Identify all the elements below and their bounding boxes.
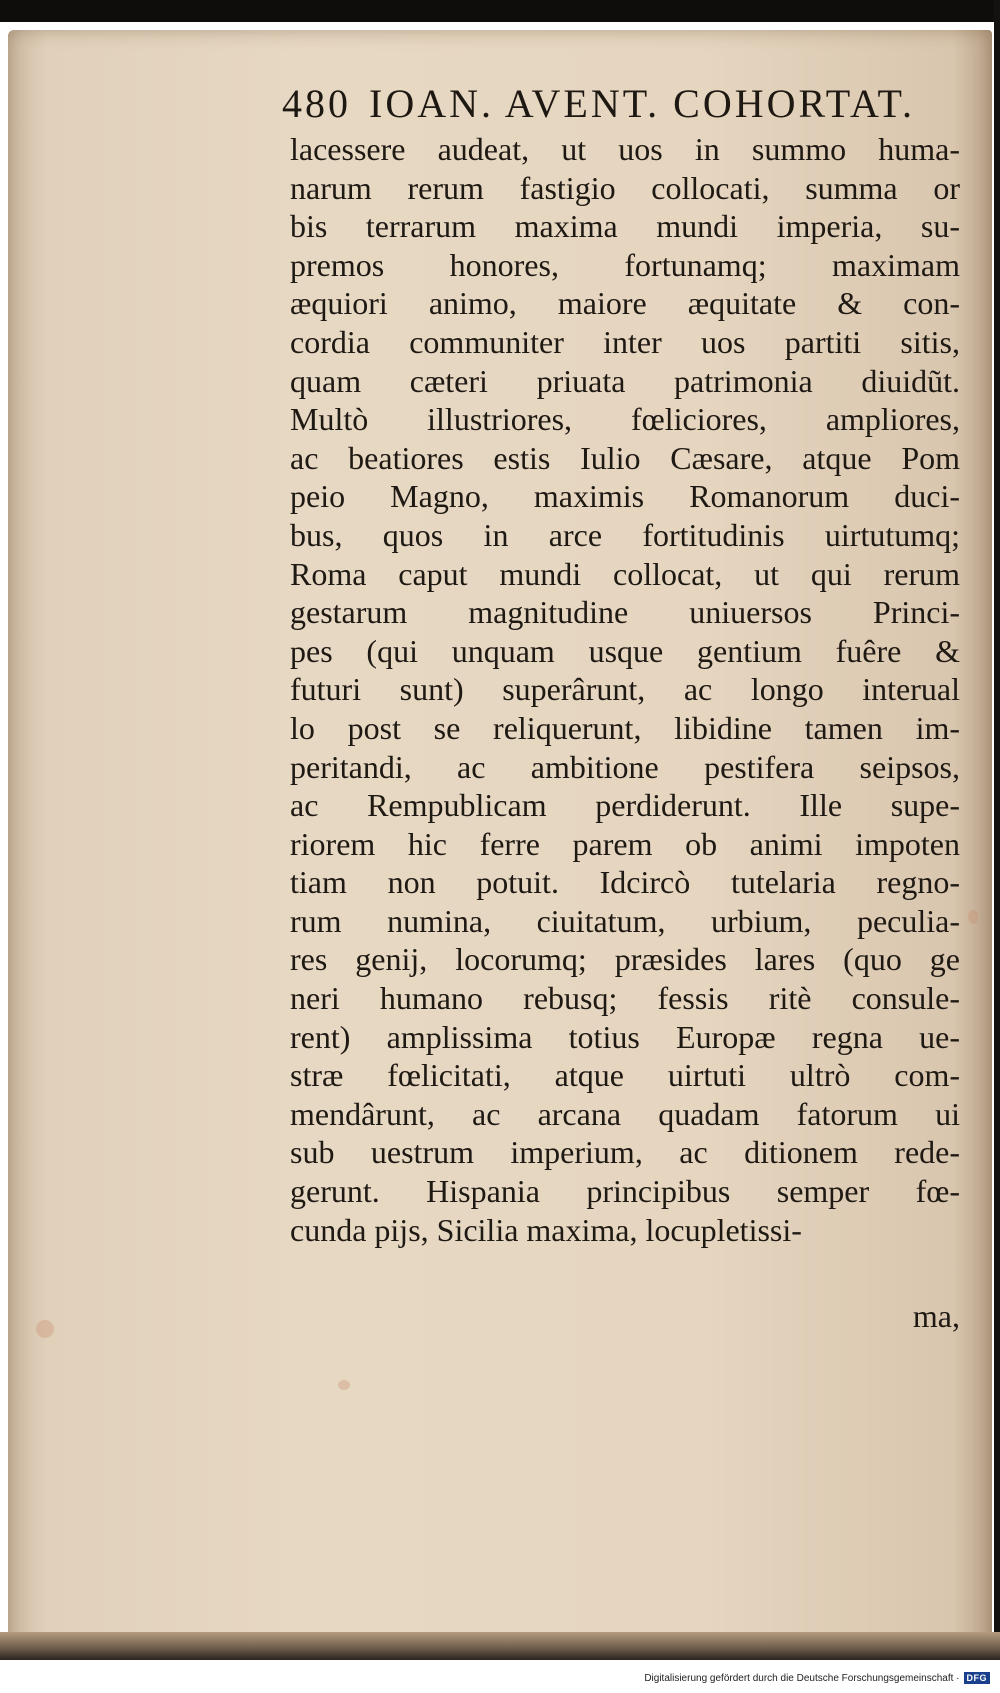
text-line: stræ fœlicitati, atque uirtuti ultrò com- [290, 1057, 960, 1094]
text-line: gerunt. Hispania principibus semper fœ- [290, 1173, 960, 1210]
running-head [282, 80, 915, 127]
text-line: pes (qui unquam usque gentium fuêre & [290, 632, 960, 669]
foxing-stain [968, 910, 978, 924]
scanner-top-border [0, 0, 1000, 22]
page-bottom-edge [0, 1632, 1000, 1660]
text-line: premos honores, fortunamq; maximam [290, 246, 960, 283]
text-line: neri humano rebusq; fessis ritè consule- [290, 980, 960, 1017]
text-line: tiam non potuit. Idcircò tutelaria regno- [290, 864, 960, 901]
text-line: quam cæteri priuata patrimonia diuidũt. [290, 362, 960, 399]
text-line: cunda pijs, Sicilia maxima, locupletissi- [290, 1211, 802, 1248]
text-line: riorem hic ferre parem ob animi impoten [290, 825, 960, 862]
scanner-right-border [994, 0, 1000, 1660]
text-line: peio Magno, maximis Romanorum duci- [290, 478, 960, 515]
body-text [290, 130, 960, 1249]
text-line: ac beatiores estis Iulio Cæsare, atque Pom [290, 439, 960, 476]
page-number: 480 [282, 81, 351, 126]
catchword: ma, [912, 1298, 960, 1334]
text-line: gestarum magnitudine uniuersos Princi- [290, 594, 960, 631]
foxing-stain [36, 1320, 54, 1338]
text-line: peritandi, ac ambitione pestifera seipsos, [290, 748, 960, 785]
text-line: rum numina, ciuitatum, urbium, peculia- [290, 902, 960, 939]
text-line: lo post se reliquerunt, libidine tamen im- [290, 709, 960, 746]
text-line: futuri sunt) superârunt, ac longo interual [290, 671, 960, 708]
text-line: ac Rempublicam perdiderunt. Ille supe- [290, 787, 960, 824]
credit-text: Digitalisierung gefördert durch die Deutsche Forschungsgemeinschaft · [644, 1672, 960, 1684]
text-line: Multò illustriores, fœliciores, ampliores, [290, 401, 960, 438]
text-line: mendârunt, ac arcana quadam fatorum ui [290, 1095, 960, 1132]
text-line: cordia communiter inter uos partiti sitis, [290, 323, 960, 360]
text-line: rent) amplissima totius Europæ regna ue- [290, 1018, 960, 1055]
dfg-logo-icon: DFG [964, 1672, 991, 1684]
text-line: Roma caput mundi collocat, ut qui rerum [290, 555, 960, 592]
text-line: res genij, locorumq; præsides lares (quo ge [290, 941, 960, 978]
text-line: narum rerum fastigio collocati, summa or [290, 169, 960, 206]
text-line: æquiori animo, maiore æquitate & con- [290, 285, 960, 322]
running-title: IOAN. AVENT. COHORTAT. [369, 81, 915, 126]
foxing-stain [338, 1380, 350, 1390]
text-line: sub uestrum imperium, ac ditionem rede- [290, 1134, 960, 1171]
text-line: bus, quos in arce fortitudinis uirtutumq; [290, 516, 960, 553]
text-line: bis terrarum maxima mundi imperia, su- [290, 208, 960, 245]
text-line: lacessere audeat, ut uos in summo huma- [290, 131, 960, 167]
digitization-credit [644, 1672, 990, 1684]
